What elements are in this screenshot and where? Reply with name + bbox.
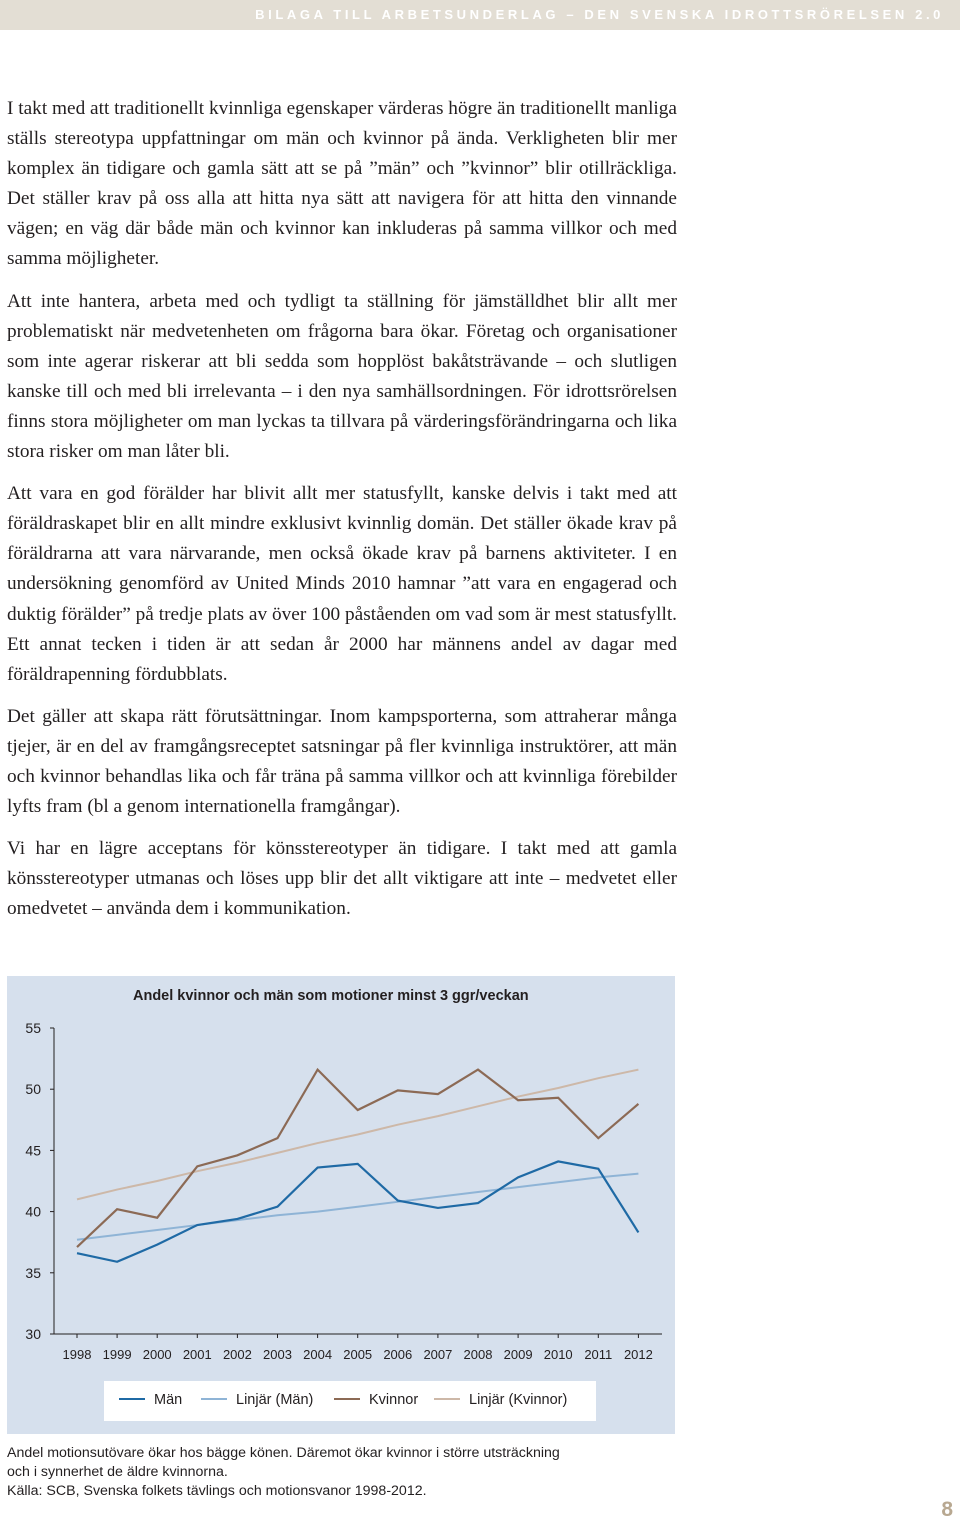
- legend-swatch-trend-man: [201, 1398, 227, 1400]
- x-tick-label: 2009: [503, 1347, 533, 1362]
- paragraph: I takt med att traditionellt kvinnliga egenskaper värderas högre än traditionellt manliga ställs stereotypa uppfattningar om män och kvinnor på ända. Verkligheten blir mer komplex än tidigare och gamla sätt att se på ”män” och ”kvinnor” blir otillräckliga. Det ställer krav på oss alla att hitta nya sätt att navigera för att hitta den vinnande vägen; en väg där både män och kvinnor kan inkluderas på samma villkor och med samma möjligheter.: [7, 98, 677, 270]
- legend-item-kvinnor: [334, 1392, 418, 1408]
- legend-label-trend-kvinnor: Linjär (Kvinnor): [469, 1392, 568, 1408]
- caption-line: Andel motionsutövare ökar hos bägge könen. Däremot ökar kvinnor i större utsträckning: [7, 1445, 560, 1461]
- chart-legend: [104, 1381, 596, 1421]
- legend-item-man: [119, 1392, 182, 1408]
- legend-swatch-trend-kvinnor: [434, 1398, 460, 1400]
- y-tick-label: 55: [25, 1020, 41, 1036]
- x-tick-label: 2005: [343, 1347, 373, 1362]
- chart-title: Andel kvinnor och män som motioner minst 3 ggr/veckan: [133, 988, 529, 1004]
- legend-item-trend-man: [201, 1392, 313, 1408]
- x-tick-label: 2007: [423, 1347, 453, 1362]
- paragraph: Vi har en lägre acceptans för könsstereotyper än tidigare. I takt med att gamla könsstereotyper utmanas och löses upp blir det allt viktigare att inte – medvetet eller omedvetet – använda dem i kommunikation.: [7, 838, 677, 920]
- x-tick-label: 2008: [463, 1347, 493, 1362]
- x-tick-label: 2002: [222, 1347, 252, 1362]
- y-tick-label: 50: [25, 1081, 41, 1098]
- caption-source: Källa: SCB, Svenska folkets tävlings och motionsvanor 1998-2012.: [7, 1483, 427, 1499]
- paragraph: Att vara en god förälder har blivit allt mer statusfyllt, kanske delvis i takt med att föräldraskapet blir en allt mindre exklusivt kvinnlig domän. Det ställer ökade krav på föräldrarna att vara närvarande, men också ökade krav på barnens aktiviteter. I en undersökning genomförd av United Minds 2010 hamnar ”att vara en engagerad och duktig förälder” på tredje plats av över 100 påståenden om vad som är mest statusfyllt. Ett annat tecken i tiden är att sedan år 2000 har männens andel av dagar med föräldrapenning fördubblats.: [7, 483, 677, 685]
- legend-swatch-man: [119, 1398, 145, 1400]
- running-header: [0, 0, 960, 30]
- paragraph: Att inte hantera, arbeta med och tydligt ta ställning för jämställdhet blir allt mer problematiskt när medvetenheten om frågorna bara ökar. Företag och organisationer som inte agerar riskerar att bli sedda som hopplöst bakåtsträvande – och slutligen kanske till och med bli irrelevanta – i den nya samhällsordningen. För idrottsrörelsen finns stora möjligheter om man lyckas ta tillvara på värderingsförändringarna och lika stora risker om man låter bli.: [7, 290, 677, 463]
- x-tick-label: 2012: [623, 1347, 653, 1362]
- legend-label-kvinnor: Kvinnor: [369, 1392, 419, 1408]
- legend-item-trend-kvinnor: [434, 1392, 567, 1408]
- legend-label-man: Män: [154, 1392, 183, 1408]
- x-tick-label: 2000: [142, 1347, 172, 1362]
- x-tick-label: 1999: [102, 1347, 132, 1362]
- paragraph: Det gäller att skapa rätt förutsättningar. Inom kampsporterna, som attraherar många tjejer, är en del av framgångsreceptet satsningar på fler kvinnliga instruktörer, att män och kvinnor behandlas lika och får träna på samma villkor och att kvinnliga förebilder lyfts fram (bl a genom internationella framgångar).: [7, 705, 677, 818]
- x-tick-label: 1998: [62, 1347, 92, 1362]
- y-tick-label: 45: [25, 1142, 41, 1159]
- x-tick-label: 2001: [182, 1347, 212, 1362]
- figure-caption: [7, 1444, 687, 1501]
- legend-label-trend-man: Linjär (Män): [236, 1392, 314, 1408]
- x-tick-label: 2004: [303, 1347, 333, 1362]
- chart-panel: [7, 976, 675, 1434]
- x-tick-label: 2006: [383, 1347, 413, 1362]
- y-tick-label: 30: [25, 1326, 41, 1342]
- x-tick-label: 2003: [263, 1347, 292, 1362]
- x-tick-label: 2010: [543, 1347, 573, 1362]
- y-tick-label: 40: [25, 1203, 41, 1220]
- page-number: 8: [941, 1498, 953, 1521]
- legend-swatch-kvinnor: [334, 1398, 360, 1400]
- caption-line: och i synnerhet de äldre kvinnorna.: [7, 1464, 228, 1480]
- series-line-kvinnor: [77, 1070, 638, 1247]
- running-header-title: BILAGA TILL ARBETSUNDERLAG – DEN SVENSKA IDROTTSRÖRELSEN 2.0: [255, 7, 944, 22]
- line-chart: [7, 976, 675, 1434]
- x-tick-label: 2011: [584, 1347, 613, 1362]
- y-tick-label: 35: [25, 1264, 41, 1281]
- body-text: [7, 94, 677, 936]
